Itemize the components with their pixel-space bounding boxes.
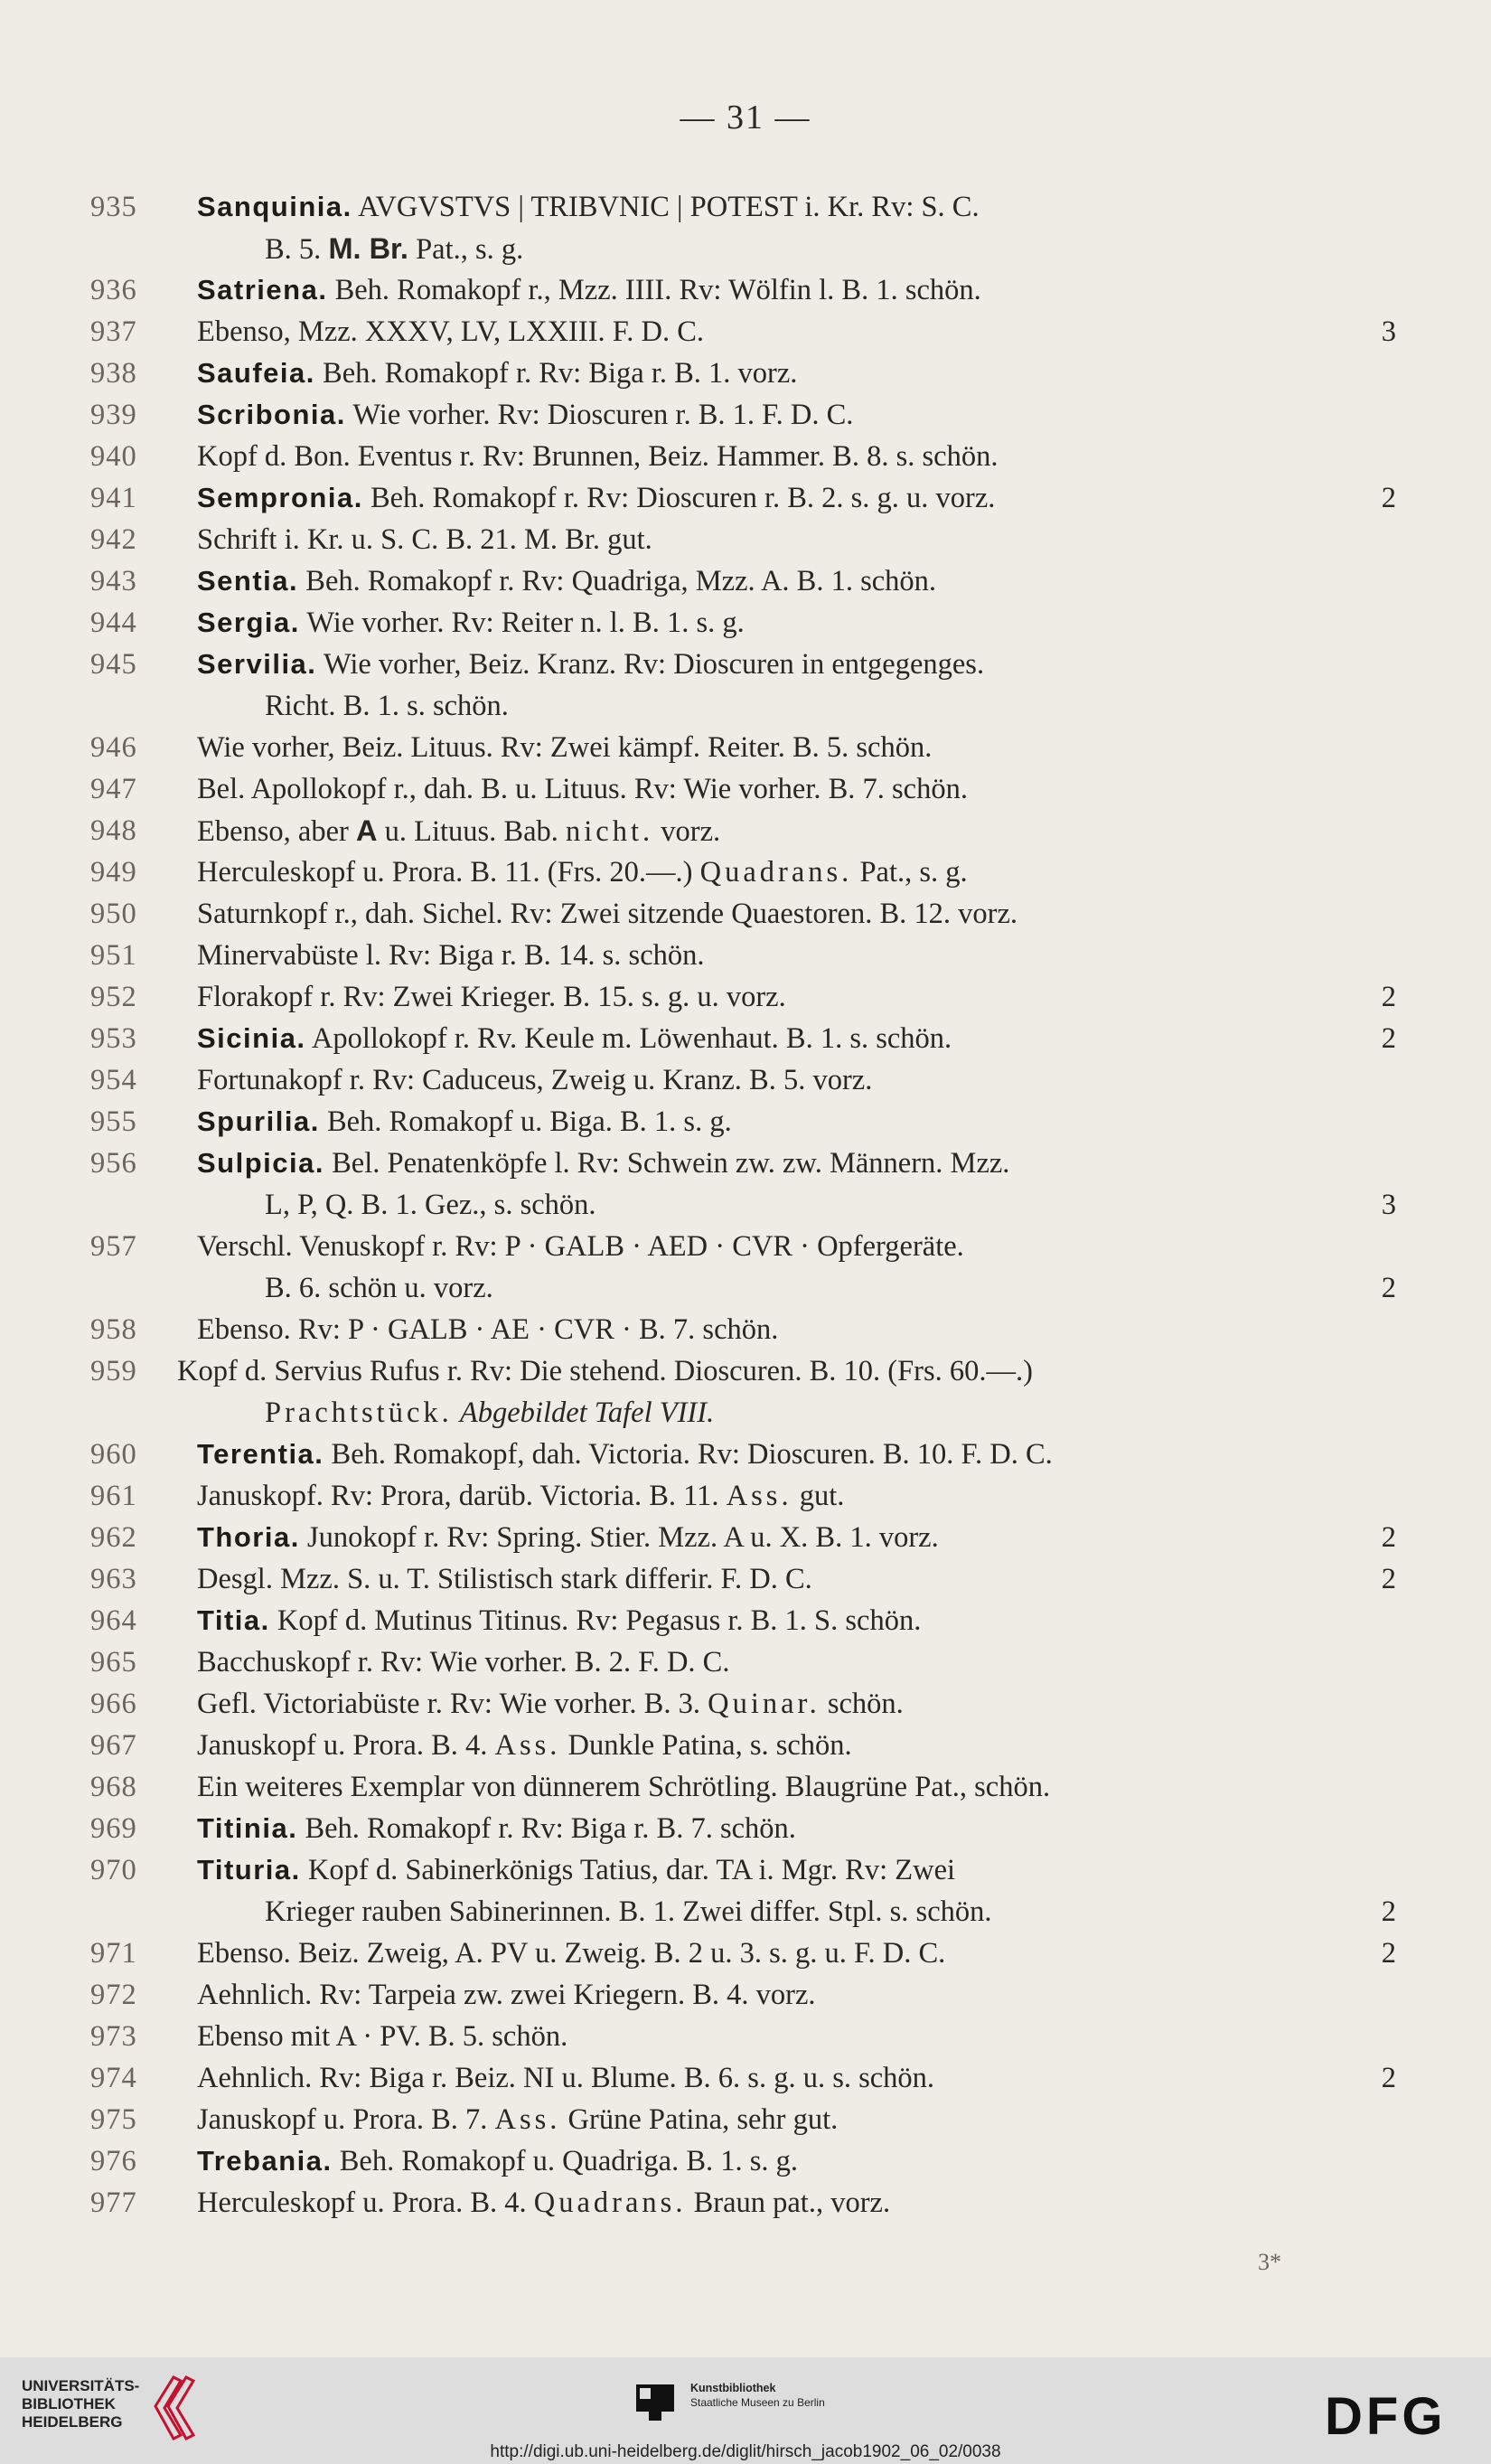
lot-description xyxy=(197,560,936,602)
lot-description xyxy=(197,976,786,1018)
catalog-entry xyxy=(0,477,1491,519)
lot-number: 947 xyxy=(90,773,137,805)
description-text: Braun pat., vorz. xyxy=(686,2187,891,2219)
catalog-entry xyxy=(0,602,1491,644)
family-name: Spurilia. xyxy=(197,1105,320,1137)
lot-quantity: 2 xyxy=(1381,1563,1396,1595)
catalog-entry-continuation xyxy=(0,1184,1491,1226)
description-text: Wie vorher. Rv: Dioscuren r. B. 1. F. D. C. xyxy=(345,399,854,431)
catalog-entry xyxy=(0,2182,1491,2224)
description-text: Fortunakopf r. Rv: Caduceus, Zweig u. Kranz. B. 5. vorz. xyxy=(197,1064,873,1096)
lot-description xyxy=(197,768,968,810)
description-text: AVGVSTVS | TRIBVNIC | POTEST i. Kr. Rv: S. C. xyxy=(352,191,980,223)
page-number: — 31 — xyxy=(680,99,811,136)
lot-description xyxy=(197,1849,955,1891)
catalog-entry xyxy=(0,644,1491,685)
family-name: Titinia. xyxy=(197,1812,298,1844)
description-text: Quadrans. xyxy=(699,856,853,889)
lot-description xyxy=(197,727,932,768)
lot-quantity: 2 xyxy=(1381,1272,1396,1304)
lot-number: 963 xyxy=(90,1563,137,1595)
description-text: Januskopf. Rv: Prora, darüb. Victoria. B. 11. xyxy=(197,1480,727,1512)
source-url-link[interactable]: http://digi.ub.uni-heidelberg.de/diglit/hirsch_jacob1902_06_02/0038 xyxy=(490,2442,1001,2461)
description-text: Januskopf u. Prora. B. 4. xyxy=(197,1729,495,1762)
catalog-entry xyxy=(0,1933,1491,1974)
description-text: Ass. xyxy=(494,1729,561,1762)
signature-mark: 3* xyxy=(1258,2249,1281,2275)
description-text: Prachtstück. xyxy=(265,1397,453,1429)
lot-description xyxy=(265,685,509,727)
catalog-entry xyxy=(0,1808,1491,1849)
family-name: Thoria. xyxy=(197,1521,300,1553)
lot-description xyxy=(197,893,1017,935)
lot-number: 960 xyxy=(90,1438,137,1471)
catalog-entry xyxy=(0,1475,1491,1517)
catalog-entry xyxy=(0,1558,1491,1600)
lot-description xyxy=(197,851,968,893)
lot-number: 945 xyxy=(90,648,137,681)
library-logo-line: UNIVERSITÄTS- xyxy=(22,2377,140,2394)
family-name: Sulpicia. xyxy=(197,1147,324,1179)
catalog-entry xyxy=(0,1059,1491,1101)
description-text: Richt. B. 1. s. schön. xyxy=(265,690,509,722)
catalog-entry xyxy=(0,2016,1491,2057)
lot-number: 943 xyxy=(90,565,137,597)
lot-quantity: 3 xyxy=(1381,1189,1396,1221)
lot-number: 954 xyxy=(90,1064,137,1096)
lot-description xyxy=(197,1725,852,1766)
lot-number: 951 xyxy=(90,939,137,972)
lot-description xyxy=(197,2182,890,2224)
catalog-entry xyxy=(0,1683,1491,1725)
lot-description xyxy=(197,1059,872,1101)
lot-number: 973 xyxy=(90,2020,137,2053)
catalog-entry xyxy=(0,810,1491,851)
catalog-entry xyxy=(0,1974,1491,2016)
lot-number: 935 xyxy=(90,191,137,223)
library-logo-line: BIBLIOTHEK xyxy=(22,2395,116,2412)
lot-description xyxy=(265,228,523,270)
catalog-entry xyxy=(0,1309,1491,1350)
catalog-entry xyxy=(0,935,1491,976)
description-text: Wie vorher, Beiz. Lituus. Rv: Zwei kämpf. Reiter. B. 5. schön. xyxy=(197,731,933,764)
catalog-entry xyxy=(0,851,1491,893)
family-name: Sergia. xyxy=(197,607,300,638)
catalog-entry-continuation xyxy=(0,1267,1491,1309)
lot-number: 941 xyxy=(90,482,137,514)
catalog-entry xyxy=(0,1600,1491,1641)
family-name: Sentia. xyxy=(197,565,299,597)
catalog-entry xyxy=(0,519,1491,560)
description-text: Beh. Romakopf u. Biga. B. 1. s. g. xyxy=(319,1105,732,1138)
family-name: Sempronia. xyxy=(197,482,363,513)
lot-description xyxy=(265,1891,992,1933)
family-name: Titia. xyxy=(197,1604,270,1636)
lot-number: 958 xyxy=(90,1313,137,1346)
description-text: Pat., s. g. xyxy=(408,233,524,266)
family-name: Tituria. xyxy=(197,1854,301,1886)
lot-description xyxy=(197,2099,838,2140)
lot-number: 936 xyxy=(90,274,137,306)
description-text: vorz. xyxy=(653,815,721,848)
lot-description xyxy=(197,519,652,560)
lot-quantity: 2 xyxy=(1381,2062,1396,2094)
description-text: Aehnlich. Rv: Tarpeia zw. zwei Kriegern. B. 4. vorz. xyxy=(197,1979,816,2011)
family-name: Sanquinia. xyxy=(197,191,352,222)
lot-number: 956 xyxy=(90,1147,137,1180)
lot-description xyxy=(197,1641,729,1683)
description-text: Pat., s. g. xyxy=(852,856,968,889)
catalog-entry xyxy=(0,186,1491,228)
lot-description xyxy=(197,1018,952,1059)
lot-description xyxy=(197,1974,816,2016)
family-name: Saufeia. xyxy=(197,357,315,389)
lot-description xyxy=(197,269,981,311)
description-text: Beh. Romakopf r. Rv: Biga r. B. 1. vorz. xyxy=(314,357,798,390)
lot-quantity: 3 xyxy=(1381,315,1396,348)
description-text: Wie vorher, Beiz. Kranz. Rv: Dioscuren in entgegenges. xyxy=(316,648,985,681)
lot-description xyxy=(197,477,995,519)
lot-quantity: 2 xyxy=(1381,1022,1396,1055)
lot-description xyxy=(197,1226,964,1267)
lot-number: 939 xyxy=(90,399,137,431)
lot-description xyxy=(197,353,797,394)
description-text: Saturnkopf r., dah. Sichel. Rv: Zwei sitzende Quaestoren. B. 12. vorz. xyxy=(197,898,1018,930)
description-text: Kopf d. Sabinerkönigs Tatius, dar. TA i. Mgr. Rv: Zwei xyxy=(300,1854,956,1886)
description-text: Ebenso mit A · PV. B. 5. schön. xyxy=(197,2020,568,2053)
lot-description xyxy=(197,1143,1009,1184)
lot-description xyxy=(265,1392,714,1434)
description-text: Beh. Romakopf, dah. Victoria. Rv: Dioscuren. B. 10. F. D. C. xyxy=(324,1438,1053,1471)
description-text: Beh. Romakopf r. Rv: Biga r. B. 7. schön. xyxy=(297,1812,796,1845)
description-text: Dunkle Patina, s. schön. xyxy=(560,1729,852,1762)
description-text: Junokopf r. Rv: Spring. Stier. Mzz. A u. X. B. 1. vorz. xyxy=(299,1521,939,1554)
description-text: Beh. Romakopf r. Rv: Quadriga, Mzz. A. B. 1. schön. xyxy=(298,565,937,597)
description-text: Beh. Romakopf r., Mzz. IIII. Rv: Wölfin l. B. 1. schön. xyxy=(327,274,981,306)
lot-description xyxy=(197,186,980,228)
catalog-entry xyxy=(0,2057,1491,2099)
library-logo-line: HEIDELBERG xyxy=(22,2413,123,2431)
lot-number: 972 xyxy=(90,1979,137,2011)
dfg-logo[interactable]: DFG xyxy=(1325,2387,1447,2446)
catalog-entry-continuation xyxy=(0,228,1491,269)
description-text: nicht. xyxy=(566,815,654,848)
lot-number: 940 xyxy=(90,440,137,473)
lot-description xyxy=(197,2140,798,2182)
lot-description xyxy=(177,1350,1033,1392)
lot-number: 942 xyxy=(90,523,137,556)
lot-description xyxy=(197,1434,1053,1475)
description-text: M. Br. xyxy=(328,232,408,265)
lot-number: 967 xyxy=(90,1729,137,1762)
lot-number: 974 xyxy=(90,2062,137,2094)
lot-number: 955 xyxy=(90,1105,137,1138)
lot-number: 975 xyxy=(90,2103,137,2136)
description-text: Kopf d. Bon. Eventus r. Rv: Brunnen, Beiz. Hammer. B. 8. s. schön. xyxy=(197,440,999,473)
description-text: Ebenso. Beiz. Zweig, A. PV u. Zweig. B. 2 u. 3. s. g. u. F. D. C. xyxy=(197,1937,946,1970)
lot-description xyxy=(265,1267,493,1309)
description-text: Wie vorher. Rv: Reiter n. l. B. 1. s. g. xyxy=(299,607,745,639)
description-text: Bacchuskopf r. Rv: Wie vorher. B. 2. F. D. C. xyxy=(197,1646,730,1679)
description-text: schön. xyxy=(820,1688,904,1720)
catalog-entry-continuation xyxy=(0,685,1491,727)
description-text: Beh. Romakopf u. Quadriga. B. 1. s. g. xyxy=(332,2145,799,2177)
description-text: Ebenso, Mzz. XXXV, LV, LXXIII. F. D. C. xyxy=(197,315,705,348)
lot-quantity: 2 xyxy=(1381,1521,1396,1554)
lot-quantity: 2 xyxy=(1381,1937,1396,1970)
lot-quantity: 2 xyxy=(1381,482,1396,514)
description-text: Quinar. xyxy=(708,1688,821,1720)
lot-description xyxy=(197,1558,812,1600)
description-text: Schrift i. Kr. u. S. C. B. 21. M. Br. gut. xyxy=(197,523,652,556)
lot-description xyxy=(197,1683,904,1725)
lot-number: 949 xyxy=(90,856,137,889)
lot-number: 971 xyxy=(90,1937,137,1970)
description-text xyxy=(453,1397,460,1429)
lot-description xyxy=(197,1808,796,1849)
lot-description xyxy=(197,436,998,477)
description-text: Grüne Patina, sehr gut. xyxy=(560,2103,839,2136)
description-text: Ass. xyxy=(726,1480,792,1512)
catalog-entry-continuation xyxy=(0,1392,1491,1434)
catalog-entry xyxy=(0,353,1491,394)
library-emblem-icon xyxy=(146,2370,204,2444)
lot-description xyxy=(197,1600,921,1641)
partner-subtitle: Staatliche Museen zu Berlin xyxy=(690,2396,825,2409)
lot-number: 961 xyxy=(90,1480,137,1512)
catalog-entry xyxy=(0,1517,1491,1558)
lot-number: 937 xyxy=(90,315,137,348)
description-text: Kopf d. Mutinus Titinus. Rv: Pegasus r. B. 1. S. schön. xyxy=(269,1604,922,1637)
lot-number: 976 xyxy=(90,2145,137,2177)
family-name: Sicinia. xyxy=(197,1022,306,1054)
description-text: Florakopf r. Rv: Zwei Krieger. B. 15. s. g. u. vorz. xyxy=(197,981,786,1013)
lot-description xyxy=(197,394,853,436)
catalog-entry xyxy=(0,1725,1491,1766)
lot-number: 952 xyxy=(90,981,137,1013)
catalog-entry xyxy=(0,2099,1491,2140)
lot-number: 965 xyxy=(90,1646,137,1679)
lot-description xyxy=(197,1475,844,1517)
description-text: Bel. Penatenköpfe l. Rv: Schwein zw. zw. Männern. Mzz. xyxy=(324,1147,1010,1180)
family-name: Scribonia. xyxy=(197,399,346,430)
catalog-entry xyxy=(0,1226,1491,1267)
catalog-entry xyxy=(0,893,1491,935)
description-text: Herculeskopf u. Prora. B. 4. xyxy=(197,2187,534,2219)
description-text: B. 6. schön u. vorz. xyxy=(265,1272,493,1304)
catalog-entry xyxy=(0,976,1491,1018)
family-name: Servilia. xyxy=(197,648,317,680)
catalog-entry xyxy=(0,311,1491,353)
description-text: Desgl. Mzz. S. u. T. Stilistisch stark differir. F. D. C. xyxy=(197,1563,812,1595)
catalog-entry xyxy=(0,1434,1491,1475)
description-text: Verschl. Venuskopf r. Rv: P · GALB · AED · CVR · Opfergeräte. xyxy=(197,1230,964,1263)
catalog-entry xyxy=(0,269,1491,311)
lot-number: 950 xyxy=(90,898,137,930)
catalog-entry xyxy=(0,1641,1491,1683)
catalog-entry xyxy=(0,436,1491,477)
catalog-entry xyxy=(0,768,1491,810)
description-text: B. 5. xyxy=(265,233,329,266)
description-text: Abgebildet Tafel VIII. xyxy=(459,1397,715,1429)
lot-number: 957 xyxy=(90,1230,137,1263)
lot-description xyxy=(197,1933,945,1974)
catalog-entry xyxy=(0,1143,1491,1184)
description-text: Ass. xyxy=(494,2103,561,2136)
lot-number: 970 xyxy=(90,1854,137,1886)
lot-description xyxy=(197,1309,778,1350)
lot-number: 968 xyxy=(90,1771,137,1803)
description-text: Ebenso, aber xyxy=(197,815,356,848)
catalog-entry xyxy=(0,1350,1491,1392)
description-text: Minervabüste l. Rv: Biga r. B. 14. s. schön. xyxy=(197,939,705,972)
description-text: Apollokopf r. Rv. Keule m. Löwenhaut. B. 1. s. schön. xyxy=(305,1022,952,1055)
lot-number: 964 xyxy=(90,1604,137,1637)
lot-description xyxy=(197,602,745,644)
description-text: Januskopf u. Prora. B. 7. xyxy=(197,2103,495,2136)
description-text: Herculeskopf u. Prora. B. 11. (Frs. 20.—.) xyxy=(197,856,700,889)
catalog-entry xyxy=(0,1766,1491,1808)
lot-description xyxy=(197,1766,1050,1808)
description-text: Ebenso. Rv: P · GALB · AE · CVR · B. 7. schön. xyxy=(197,1313,779,1346)
description-text: Quadrans. xyxy=(533,2187,687,2219)
description-text: Kopf d. Servius Rufus r. Rv: Die stehend. Dioscuren. B. 10. (Frs. 60.—.) xyxy=(177,1355,1033,1387)
lot-quantity: 2 xyxy=(1381,981,1396,1013)
lot-number: 946 xyxy=(90,731,137,764)
lot-number: 962 xyxy=(90,1521,137,1554)
lot-quantity: 2 xyxy=(1381,1895,1396,1928)
lot-description xyxy=(197,311,704,353)
description-text: Aehnlich. Rv: Biga r. Beiz. NI u. Blume. B. 6. s. g. u. s. schön. xyxy=(197,2062,935,2094)
lot-number: 948 xyxy=(90,814,137,847)
description-text: Gefl. Victoriabüste r. Rv: Wie vorher. B. 3. xyxy=(197,1688,708,1720)
lot-number: 969 xyxy=(90,1812,137,1845)
lot-number: 959 xyxy=(90,1355,137,1387)
lot-description xyxy=(197,644,984,685)
catalog-entry xyxy=(0,1849,1491,1891)
lot-description xyxy=(197,2057,934,2099)
catalog-entry xyxy=(0,2140,1491,2182)
kunstbibliothek-logo-icon xyxy=(636,2384,674,2421)
catalog-entry xyxy=(0,1018,1491,1059)
lot-number: 944 xyxy=(90,607,137,639)
description-text: L, P, Q. B. 1. Gez., s. schön. xyxy=(265,1189,596,1221)
family-name: Satriena. xyxy=(197,274,328,306)
catalog-entry xyxy=(0,394,1491,436)
description-text: Bel. Apollokopf r., dah. B. u. Lituus. Rv: Wie vorher. B. 7. schön. xyxy=(197,773,968,805)
catalog-entry xyxy=(0,1101,1491,1143)
description-text: u. Lituus. Bab. xyxy=(377,815,567,848)
lot-description xyxy=(197,810,720,852)
description-text: Ein weiteres Exemplar von dünnerem Schrötling. Blaugrüne Pat., schön. xyxy=(197,1771,1051,1803)
library-logo-text[interactable] xyxy=(22,2377,139,2431)
lot-description xyxy=(265,1184,596,1226)
lot-description xyxy=(197,1101,732,1143)
lot-number: 938 xyxy=(90,357,137,390)
lot-description xyxy=(197,2016,567,2057)
catalog-entry-continuation xyxy=(0,1891,1491,1933)
footer-bar xyxy=(0,2357,1491,2464)
catalog-entry xyxy=(0,560,1491,602)
lot-number: 977 xyxy=(90,2187,137,2219)
description-text: Krieger rauben Sabinerinnen. B. 1. Zwei differ. Stpl. s. schön. xyxy=(265,1895,992,1928)
description-text: A xyxy=(355,814,378,847)
catalog-listing xyxy=(0,186,1491,2224)
lot-description xyxy=(197,1517,939,1558)
lot-description xyxy=(197,935,705,976)
catalog-entry xyxy=(0,727,1491,768)
description-text: gut. xyxy=(792,1480,845,1512)
partner-name: Kunstbibliothek xyxy=(690,2382,776,2394)
family-name: Terentia. xyxy=(197,1438,324,1470)
family-name: Trebania. xyxy=(197,2145,333,2177)
lot-number: 966 xyxy=(90,1688,137,1720)
lot-number: 953 xyxy=(90,1022,137,1055)
description-text: Beh. Romakopf r. Rv: Dioscuren r. B. 2. s. g. u. vorz. xyxy=(362,482,996,514)
partner-logo-text[interactable] xyxy=(690,2381,825,2410)
